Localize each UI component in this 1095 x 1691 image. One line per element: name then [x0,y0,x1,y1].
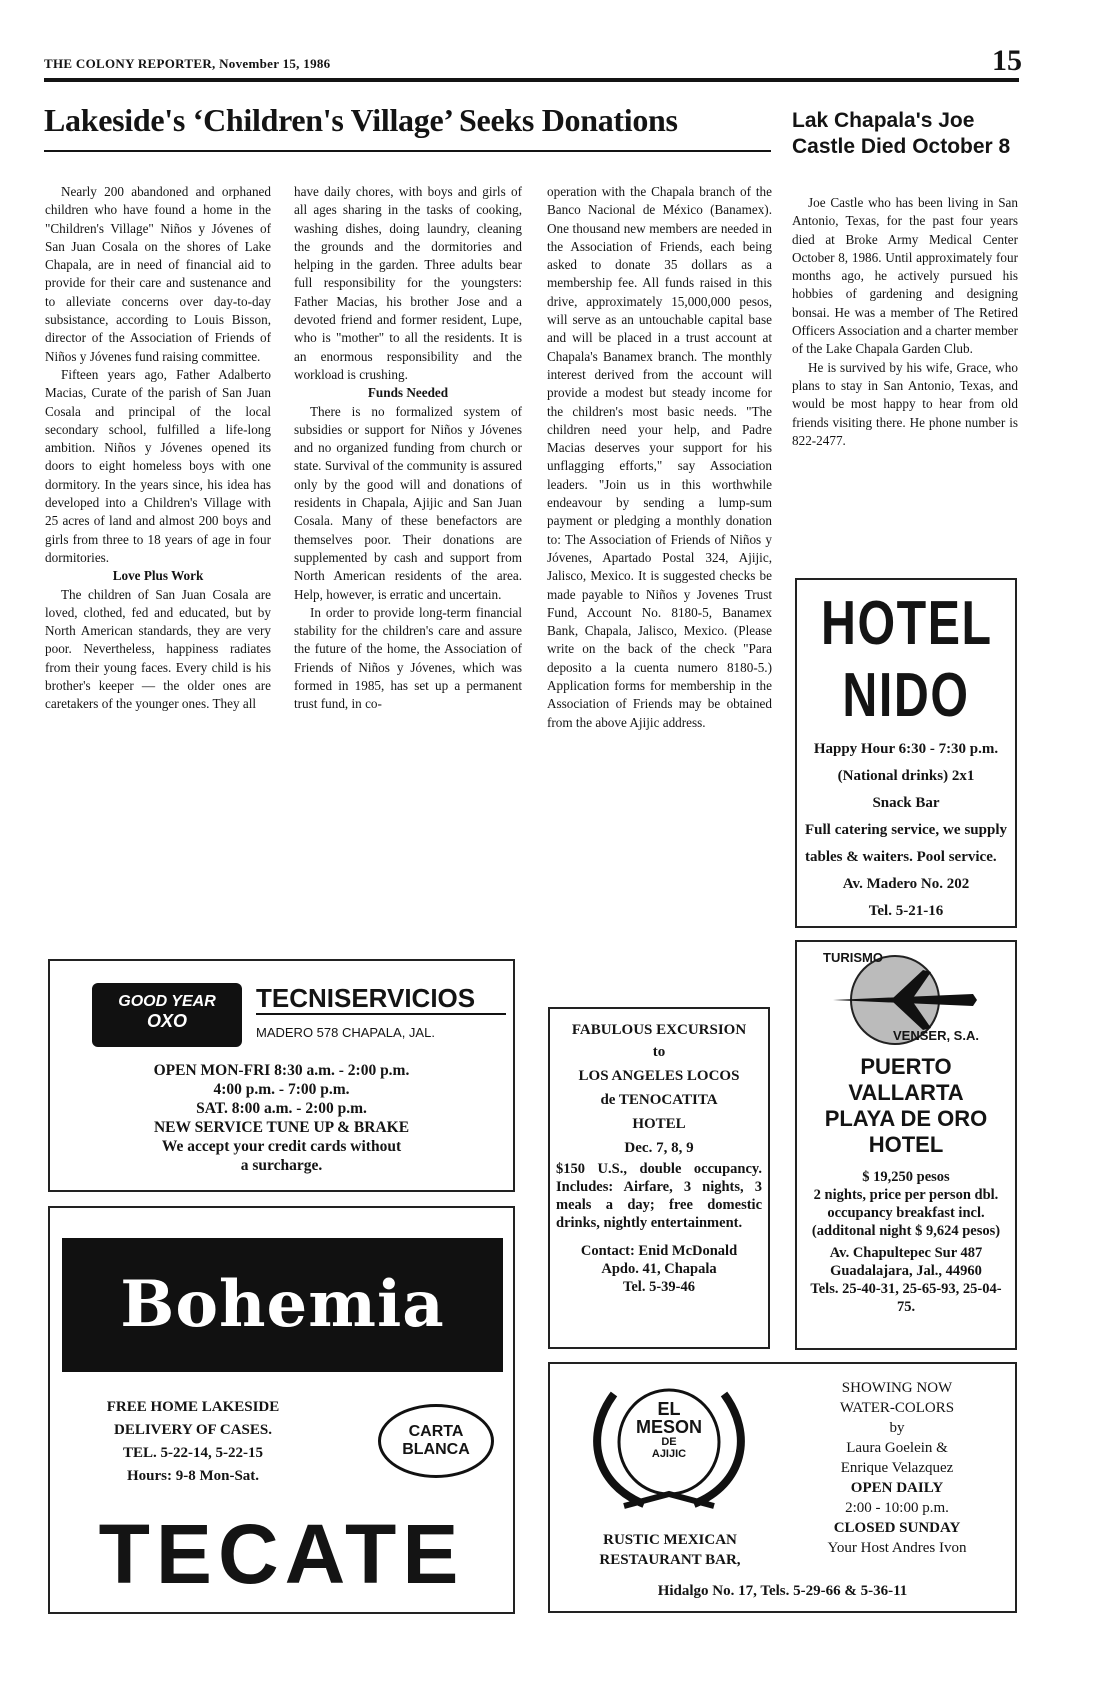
hotel-nido-title: HOTEL NIDO [820,589,993,730]
ad-line: FREE HOME LAKESIDE [106,1399,280,1415]
article-column-3 [547,183,772,732]
fabulous-excursion-ad [548,1007,770,1349]
obituary-paragraph: Joe Castle who has been living in San Antonio, Texas, for the past four years died at Broke Army Medical Center October 8, 1986. Until approximately four months ago, he actively pursued his hobbies of gardening and designing bonsai. He was a member of The Retired Officers Association and a charter member of the Lake Chapala Garden Club. [792,195,1018,357]
masthead-rule [44,78,1019,82]
article-subhead: Funds Needed [367,385,449,401]
ad-body: $150 U.S., double occupancy. Includes: Airfare, 3 nights, 3 meals a day; free domestic drinks, nightly entertainment. [556,1161,762,1231]
ad-line: Tel. 5-21-16 [868,903,944,919]
ad-line: to [652,1044,666,1060]
obituary-paragraph: He is survived by his wife, Grace, who plans to stay in San Antonio, Texas, and would be most happy to hear from old friends visiting there. He phone number is 822-2477. [792,359,1018,448]
obituary-headline: Lak Chapala's Joe Castle Died October 8 [792,109,1011,158]
article-paragraph: In order to provide long-term financial stability for the children's care and assure the future of the home, the Association of Friends of Niños y Jóvenes, which was formed in 1985, has set up a permanent trust fund, in co- [294,604,522,712]
ad-line: RESTAURANT BAR, [599,1552,741,1568]
article-paragraph: The children of San Juan Cosala are loved, clothed, fed and educated, but by North American standards, they are very poor. Nevertheless, happiness radiates from their young faces. Every child is his brother's keeper — the older ones are caretakers of the younger ones. They all [45,586,271,712]
ad-line: (additonal night $ 9,624 pesos) [811,1223,1001,1239]
ad-line: TEL. 5-22-14, 5-22-15 [123,1445,263,1461]
article-paragraph: have daily chores, with boys and girls of all ages sharing in the tasks of cooking, washing dishes, doing laundry, cleaning the grounds and the dormitories and helping in the garden. Three adults bear full responsibility for the youngsters: Father Macias, his brother Jose and a devoted friend and former resident, Lupe, who is "mother" to all the residents. It is an enormous responsibility and the workload is crushing. [294,184,522,382]
tecniservicios-ad [48,959,515,1192]
carta-blanca-logo [378,1404,494,1478]
ad-line: WATER-COLORS [839,1400,955,1416]
headline-rule [44,150,771,152]
ad-line: $ 19,250 pesos [862,1169,950,1185]
meson-logo-text: DE [661,1436,677,1448]
meson-logo-text: EL [657,1399,681,1419]
article-column-2 [294,183,522,714]
article-paragraph: There is no formalized system of subsidies or support for Niños y Jóvenes and no organized funding from church or state. Survival of the community is assured only by the good will and donations of residents in Chapala, Ajijic and San Juan Cosala. Many of these benefactors are themselves poor. Their donations are supplemented by cash and support from North American residents of the area. Help, however, is erratic and uncertain. [294,403,522,602]
hotel-nido-ad [795,578,1017,928]
ad-line: Your Host Andres Ivon [827,1540,967,1556]
turismo-logo-text: TURISMO [823,950,883,965]
ad-footer: Hidalgo No. 17, Tels. 5-29-66 & 5-36-11 [657,1583,908,1599]
ad-line: (National drinks) 2x1 [837,768,975,784]
turismo-logo [823,950,983,1050]
ad-line: OPEN DAILY [850,1480,944,1496]
ad-line: Full catering service, we supply tables & waiters. Pool service. [805,822,1007,865]
article-paragraph: Fifteen years ago, Father Adalberto Macias, Curate of the parish of San Juan Cosala and principal of the local secondary school, fulfilled a life-long ambition. Niños y Jóvenes opened its doors to eight homeless boys with one dormitory. In the years since, his idea has developed into a Children's Village with 25 acres of land and almost 200 boys and girls from three to 18 years of age in four dormitories. [45,366,271,565]
article-paragraph: operation with the Chapala branch of the Banco Nacional de México (Banamex). One thousand new members are needed in the Association of Friends, each being asked to donate 35 dollars as a membership fee. All funds raised in this drive, approximately 15,000,000 pesos, will serve as an untouchable capital base and will be placed in a trust account at Chapala's Banamex branch. The monthly interest derived from the account will provide a modest but steady income for the children's most basic needs. "The children need your help, and Padre Macias deserves your support for his unflagging efforts," say Association leaders. "Join us in this worthwhile endeavour by sending a lump-sum payment or pledging a monthly donation to: The Association of Friends of Niños y Jóvenes, Apartado Postal 324, Ajijic, Jalisco, Mexico. It is suggested checks be made payable to Niños y Jovenes Trust Fund, Account No. 8180-5, Banamex Bank, Chapala, Jalisco, Mexico. (Please write on the back of the check "Para deposito a la cuenta numero 8180-5.) Application forms for membership in the Association of Friends may be obtained from the above Ajijic address. [547,184,772,730]
ad-line: 4:00 p.m. - 7:00 p.m. [213,1081,350,1098]
tecate-logo-text: TECATE [98,1507,465,1601]
ad-line: de TENOCATITA [600,1092,718,1108]
ad-line: Laura Goelein & [846,1440,948,1456]
ad-line: Dec. 7, 8, 9 [624,1140,694,1156]
bohemia-tecate-ad [48,1206,515,1614]
ad-line: Enrique Velazquez [840,1460,954,1476]
ad-line: by [889,1420,905,1436]
turismo-title: PUERTO VALLARTA PLAYA DE ORO HOTEL [824,1054,988,1157]
ad-line: OPEN MON-FRI 8:30 a.m. - 2:00 p.m. [153,1062,410,1079]
name-underline [256,1013,506,1015]
article-paragraph: Nearly 200 abandoned and orphaned children who have found a home in the "Children's Village" Niños y Jóvenes of San Juan Cosala on the shores of Lake Chapala, are in need of financial aid to provide for their care and sustenance and to alleviate concerns over day-to-day subsistance, according to Louis Bisson, director of the Association of Friends of Niños y Jóvenes fund raising committee. [45,184,271,364]
ad-line: Av. Madero No. 202 [842,876,970,892]
ad-line: 2 nights, price per person dbl. occupancy breakfast incl. [813,1187,999,1221]
ad-line: Tels. 25-40-31, 25-65-93, 25-04-75. [810,1281,1002,1315]
logo-text: OXO [146,1011,187,1031]
ad-line: HOTEL [632,1116,686,1132]
venser-logo-text: VENSER, S.A. [893,1028,979,1043]
ad-line: We accept your credit cards without [161,1138,402,1155]
tecniservicios-address: MADERO 578 CHAPALA, JAL. [256,1025,435,1040]
ad-line: FABULOUS EXCURSION [571,1022,747,1038]
tecniservicios-name: TECNISERVICIOS [256,983,476,1013]
masthead: THE COLONY REPORTER, November 15, 1986 [44,56,331,71]
article-column-1 [45,183,271,714]
ad-line: a surcharge. [240,1157,323,1174]
article-subhead: Love Plus Work [112,568,204,584]
ad-line: 2:00 - 10:00 p.m. [845,1500,949,1516]
el-meson-logo [584,1374,754,1520]
meson-logo-text: MESON [635,1417,702,1437]
logo-text: GOOD YEAR [118,993,216,1010]
page-number: 15 [992,44,1022,77]
ad-line: Apdo. 41, Chapala [601,1261,717,1277]
goodyear-oxo-logo [92,983,242,1047]
ad-line: Happy Hour 6:30 - 7:30 p.m. [813,741,999,757]
bohemia-logo-text: Bohemia [120,1267,445,1342]
turismo-venser-ad [795,940,1017,1350]
ad-line: RUSTIC MEXICAN [603,1532,737,1548]
ad-line: DELIVERY OF CASES. [114,1422,272,1438]
ad-line: Guadalajara, Jal., 44960 [830,1263,982,1279]
ad-line: CLOSED SUNDAY [833,1520,961,1536]
ad-line: NEW SERVICE TUNE UP & BRAKE [153,1119,410,1136]
ad-line: Av. Chapultepec Sur 487 [829,1245,983,1261]
el-meson-ad [548,1362,1017,1613]
ad-line: Tel. 5-39-46 [623,1279,695,1295]
obituary-body [792,194,1018,450]
ad-line: Hours: 9-8 Mon-Sat. [126,1468,260,1484]
carta-blanca-text: CARTA BLANCA [402,1423,470,1458]
ad-line: Contact: Enid McDonald [580,1243,738,1259]
ad-line: SAT. 8:00 a.m. - 2:00 p.m. [196,1100,367,1117]
ad-line: SHOWING NOW [841,1380,953,1396]
bohemia-banner [62,1238,503,1372]
article-headline: Lakeside's ‘Children's Village’ Seeks Donations [44,102,678,138]
ad-line: LOS ANGELES LOCOS [578,1068,740,1084]
meson-logo-text: AJIJIC [651,1448,687,1460]
ad-line: Snack Bar [872,795,940,811]
